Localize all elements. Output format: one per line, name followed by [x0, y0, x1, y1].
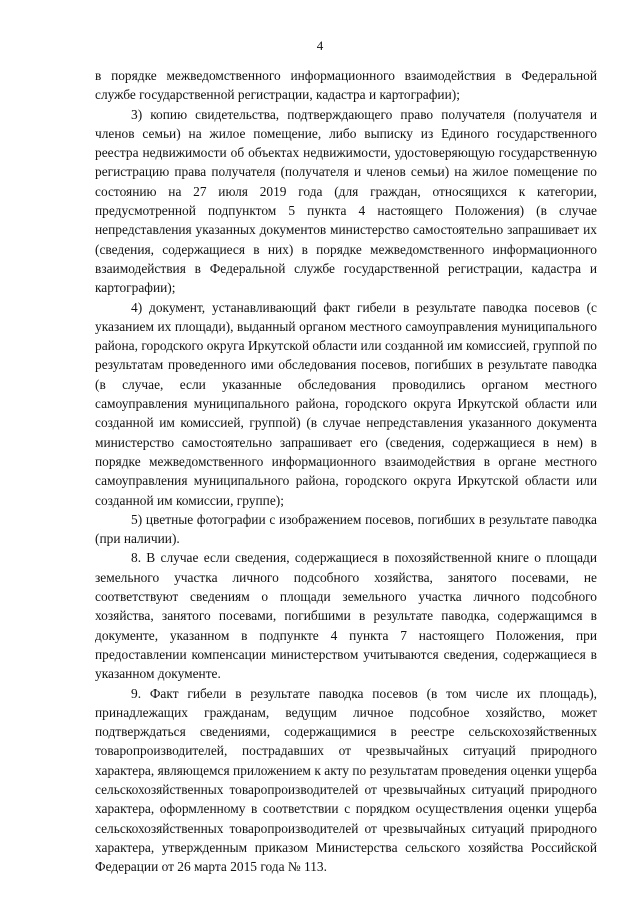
document-body	[95, 66, 597, 876]
paragraph-item-9: 9. Факт гибели в результате паводка посевов (в том числе их площадь), принадлежащих гражданам, ведущим личное подсобное хозяйство, может подтверждаться сведениями, содержащимися в реестре сельскохозяйственных товаропроизводителей, пострадавших от чрезвычайных ситуаций природного характера, являющемся приложением к акту по результатам проведения оценки ущерба сельскохозяйственных товаропроизводителей от чрезвычайных ситуаций природного характера, оформленному в соответствии с порядком осуществления оценки ущерба сельскохозяйственных товаропроизводителей от чрезвычайных ситуаций природного характера, утвержденным приказом Министерства сельского хозяйства Российской Федерации от 26 марта 2015 года № 113.	[95, 685, 597, 875]
paragraph-item-8: 8. В случае если сведения, содержащиеся в похозяйственной книге о площади земельного участка личного подсобного хозяйства, занятого посевами, не соответствуют сведениям о площади земельного участка личного подсобного хозяйства, занятого посевами, погибшими в результате паводка, содержащимся в документе, указанном в подпункте 4 пункта 7 настоящего Положения, при предоставлении компенсации министерством учитываются сведения, содержащиеся в указанном документе.	[95, 550, 597, 682]
page-number: 4	[316, 38, 324, 53]
paragraph-subitem-5: 5) цветные фотографии с изображением посевов, погибших в результате паводка (при наличии).	[95, 511, 597, 547]
paragraph-subitem-4: 4) документ, устанавливающий факт гибели в результате паводка посевов (с указанием их площади), выданный органом местного самоуправления муниципального района, городского округа Иркутской области или созданной им комиссией, группой по результатам проведенного ими обследования посевов, погибших в результате паводка (в случае, если указанные обследования проводились органом местного самоуправления муниципального района, городского округа Иркутской области или созданной им комиссией, группой) (в случае непредставления указанного документа министерство самостоятельно запрашивает его (сведения, содержащиеся в нем) в порядке межведомственного информационного взаимодействия в органе местного самоуправления муниципального района, городского округа Иркутской области или созданной им комиссии, группе);	[95, 299, 597, 508]
paragraph-continuation: в порядке межведомственного информационного взаимодействия в Федеральной службе государственной регистрации, кадастра и картографии);	[95, 68, 597, 103]
paragraph-subitem-3: 3) копию свидетельства, подтверждающего право получателя (получателя и членов семьи) на жилое помещение, либо выписку из Единого государственного реестра недвижимости об объектах недвижимости, удостоверяющую государственную регистрацию права получателя (получателя и членов семьи) на жилое помещение по состоянию на 27 июля 2019 года (для граждан, относящихся к категории, предусмотренной подпунктом 5 пункта 4 настоящего Положения) (в случае непредставления указанных документов министерство самостоятельно запрашивает их (сведения, содержащиеся в них) в порядке межведомственного информационного взаимодействия в Федеральной службе государственной регистрации, кадастра и картографии);	[95, 106, 597, 296]
